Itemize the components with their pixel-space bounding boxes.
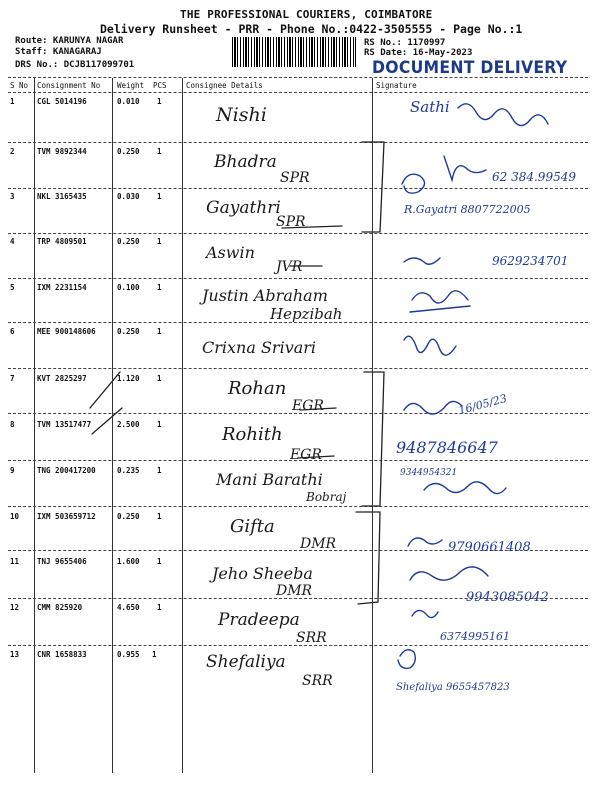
row-13-pcs: 1 bbox=[152, 650, 157, 659]
staff-label: Staff: KANAGARAJ bbox=[15, 47, 102, 57]
route-label: Route: KARUNYA NAGAR bbox=[15, 36, 124, 46]
row-11-area: DMR bbox=[276, 583, 313, 599]
row-8-signature: 9487846647 bbox=[396, 438, 498, 457]
row-10-consignee-name: Gifta bbox=[230, 516, 275, 537]
row-9-area: Bobraj bbox=[306, 490, 347, 504]
row-12-signature: 6374995161 bbox=[440, 630, 510, 643]
row-9-sno: 9 bbox=[10, 466, 15, 475]
row-12-area: SRR bbox=[296, 630, 327, 646]
row-4-pcs: 1 bbox=[157, 237, 162, 246]
col-signature: Signature bbox=[376, 81, 417, 90]
row-1-pcs: 1 bbox=[157, 97, 162, 106]
row-3-signature: R.Gayatri 8807722005 bbox=[404, 203, 531, 216]
row-4-sno: 4 bbox=[10, 237, 15, 246]
row-11-consignee-name: Jeho Sheeba bbox=[212, 564, 313, 583]
row-11-consignment: TNJ 9655406 bbox=[37, 557, 87, 566]
row-1-sno: 1 bbox=[10, 97, 15, 106]
row-13-sno: 13 bbox=[10, 650, 20, 659]
row-12-weight: 4.650 bbox=[117, 603, 140, 612]
row-4-consignee-name: Aswin bbox=[206, 243, 255, 262]
row-11-signature: 9943085042 bbox=[466, 590, 549, 605]
rs-number: RS No.: 1170997 bbox=[364, 38, 446, 48]
row-12-sno: 12 bbox=[10, 603, 20, 612]
row-3-consignment: NKL 3165435 bbox=[37, 192, 87, 201]
row-8-sno: 8 bbox=[10, 420, 15, 429]
row-10-consignment: IXM 503659712 bbox=[37, 512, 96, 521]
row-4-area: JVR bbox=[276, 259, 303, 275]
row-5-pcs: 1 bbox=[157, 283, 162, 292]
row-8-consignee-name: Rohith bbox=[222, 424, 283, 445]
row-8-pcs: 1 bbox=[157, 420, 162, 429]
row-4-weight: 0.250 bbox=[117, 237, 140, 246]
row-10-area: DMR bbox=[300, 536, 337, 552]
row-10-weight: 0.250 bbox=[117, 512, 140, 521]
row-7-consignment: KVT 2825297 bbox=[37, 374, 87, 383]
row-12-consignment: CMM 825920 bbox=[37, 603, 83, 612]
drs-label: DRS No.: DCJB117099701 bbox=[15, 60, 135, 70]
row-12-consignee-name: Pradeepa bbox=[218, 610, 300, 630]
row-10-pcs: 1 bbox=[157, 512, 162, 521]
row-3-pcs: 1 bbox=[157, 192, 162, 201]
col-sno: S No bbox=[10, 81, 29, 90]
row-7-sno: 7 bbox=[10, 374, 15, 383]
row-2-consignee-name: Bhadra bbox=[214, 152, 277, 172]
row-6-pcs: 1 bbox=[157, 327, 162, 336]
row-9-weight: 0.235 bbox=[117, 466, 140, 475]
row-13-area: SRR bbox=[302, 673, 333, 689]
row-3-area: SPR bbox=[276, 214, 306, 230]
row-13-consignment: CNR 1658833 bbox=[37, 650, 87, 659]
row-8-consignment: TVM 13517477 bbox=[37, 420, 92, 429]
row-10-signature: 9790661408 bbox=[448, 540, 531, 555]
col-pcs: PCS bbox=[153, 81, 167, 90]
row-6-sno: 6 bbox=[10, 327, 15, 336]
row-2-signature: 62 384.99549 bbox=[492, 170, 576, 184]
row-2-consignment: TVM 9892344 bbox=[37, 147, 87, 156]
row-6-weight: 0.250 bbox=[117, 327, 140, 336]
row-2-sno: 2 bbox=[10, 147, 15, 156]
row-7-weight: 1.120 bbox=[117, 374, 140, 383]
col-weight: Weight bbox=[117, 81, 145, 90]
row-9-consignee-name: Mani Barathi bbox=[216, 470, 323, 489]
row-3-weight: 0.030 bbox=[117, 192, 140, 201]
row-10-sno: 10 bbox=[10, 512, 20, 521]
row-4-consignment: TRP 4809501 bbox=[37, 237, 87, 246]
row-3-consignee-name: Gayathri bbox=[206, 198, 281, 218]
row-13-signature: Shefaliya 9655457823 bbox=[396, 682, 510, 693]
rs-date: RS Date: 16-May-2023 bbox=[364, 48, 473, 58]
col-consignee: Consignee Details bbox=[186, 81, 263, 90]
row-5-consignment: IXM 2231154 bbox=[37, 283, 87, 292]
row-5-consignee-name: Justin Abraham bbox=[202, 286, 328, 305]
row-12-pcs: 1 bbox=[157, 603, 162, 612]
row-7-consignee-name: Rohan bbox=[228, 378, 287, 399]
row-1-weight: 0.010 bbox=[117, 97, 140, 106]
row-7-signature: 16/05/23 bbox=[457, 391, 509, 418]
row-6-consignee-name: Crixna Srivari bbox=[202, 338, 317, 357]
col-consignment: Consignment No bbox=[37, 81, 101, 90]
row-7-pcs: 1 bbox=[157, 374, 162, 383]
row-9-consignment: TNG 200417200 bbox=[37, 466, 96, 475]
row-6-consignment: MEE 900148606 bbox=[37, 327, 96, 336]
row-11-weight: 1.600 bbox=[117, 557, 140, 566]
row-11-pcs: 1 bbox=[157, 557, 162, 566]
row-3-sno: 3 bbox=[10, 192, 15, 201]
row-8-area: EGR bbox=[290, 447, 322, 463]
row-1-signature: Sathi bbox=[410, 98, 450, 116]
row-2-weight: 0.250 bbox=[117, 147, 140, 156]
document-delivery-stamp: DOCUMENT DELIVERY bbox=[372, 58, 568, 78]
company-title: THE PROFESSIONAL COURIERS, COIMBATORE bbox=[180, 8, 433, 21]
row-7-area: EGR bbox=[292, 398, 324, 414]
row-13-weight: 0.955 bbox=[117, 650, 140, 659]
row-8-weight: 2.500 bbox=[117, 420, 140, 429]
row-1-consignment: CGL 5014196 bbox=[37, 97, 87, 106]
runsheet-subtitle: Delivery Runsheet - PRR - Phone No.:0422-3505555 - Page No.:1 bbox=[100, 22, 523, 36]
row-9-signature: 9344954321 bbox=[400, 468, 458, 478]
row-2-area: SPR bbox=[280, 170, 310, 186]
row-11-sno: 11 bbox=[10, 557, 20, 566]
row-4-signature: 9629234701 bbox=[492, 254, 569, 268]
row-13-consignee-name: Shefaliya bbox=[206, 652, 286, 672]
row-5-area: Hepzibah bbox=[270, 305, 343, 323]
row-2-pcs: 1 bbox=[157, 147, 162, 156]
row-5-weight: 0.100 bbox=[117, 283, 140, 292]
row-5-sno: 5 bbox=[10, 283, 15, 292]
row-1-consignee-name: Nishi bbox=[216, 104, 267, 126]
row-9-pcs: 1 bbox=[157, 466, 162, 475]
